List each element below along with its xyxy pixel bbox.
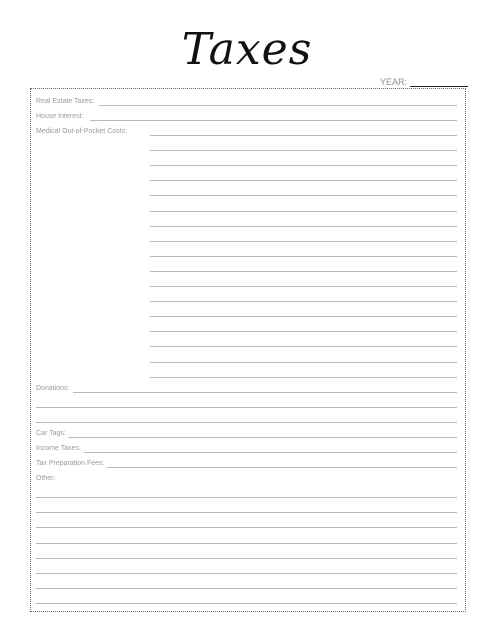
other-line[interactable]: [36, 512, 457, 513]
medical-costs-line[interactable]: [150, 256, 457, 257]
year-field[interactable]: [380, 75, 468, 87]
tax-preparation-fees-label: Tax Preparation Fees:: [36, 460, 105, 467]
page-title: Taxes: [181, 24, 313, 75]
real-estate-taxes-label: Real Estate Taxes:: [36, 98, 95, 105]
form-frame: [30, 88, 466, 612]
medical-costs-line[interactable]: [150, 150, 457, 151]
other-line[interactable]: [36, 588, 457, 589]
other-line[interactable]: [36, 603, 457, 604]
medical-costs-line[interactable]: [150, 271, 457, 272]
year-label: YEAR:: [380, 77, 408, 87]
other-label: Other:: [36, 475, 56, 482]
other-line[interactable]: [36, 527, 457, 528]
donations-line[interactable]: [36, 422, 457, 423]
donations-label: Donations:: [36, 385, 70, 392]
medical-costs-line[interactable]: [150, 241, 457, 242]
medical-costs-line[interactable]: [150, 316, 457, 317]
real-estate-taxes-line[interactable]: [99, 105, 457, 106]
donations-line[interactable]: [73, 392, 457, 393]
medical-costs-line[interactable]: [150, 377, 457, 378]
other-line[interactable]: [36, 543, 457, 544]
medical-costs-line[interactable]: [150, 165, 457, 166]
donations-line[interactable]: [36, 407, 457, 408]
income-taxes-line[interactable]: [84, 452, 457, 453]
medical-costs-line[interactable]: [150, 211, 457, 212]
other-line[interactable]: [36, 558, 457, 559]
medical-costs-line[interactable]: [150, 346, 457, 347]
house-interest-label: House Interest:: [36, 113, 84, 120]
medical-costs-line[interactable]: [150, 331, 457, 332]
medical-costs-line[interactable]: [150, 301, 457, 302]
tax-preparation-fees-line[interactable]: [107, 467, 457, 468]
car-tags-label: Car Tags:: [36, 430, 66, 437]
medical-costs-line[interactable]: [150, 135, 457, 136]
medical-costs-line[interactable]: [150, 226, 457, 227]
other-line[interactable]: [36, 497, 457, 498]
house-interest-line[interactable]: [90, 120, 457, 121]
year-blank-line[interactable]: [410, 77, 468, 87]
car-tags-line[interactable]: [68, 437, 457, 438]
medical-costs-line[interactable]: [150, 286, 457, 287]
medical-costs-line[interactable]: [150, 180, 457, 181]
income-taxes-label: Income Taxes:: [36, 445, 82, 452]
medical-costs-label: Medical Out-of-Pocket Costs:: [36, 128, 128, 135]
medical-costs-line[interactable]: [150, 195, 457, 196]
other-line[interactable]: [36, 573, 457, 574]
medical-costs-line[interactable]: [150, 362, 457, 363]
